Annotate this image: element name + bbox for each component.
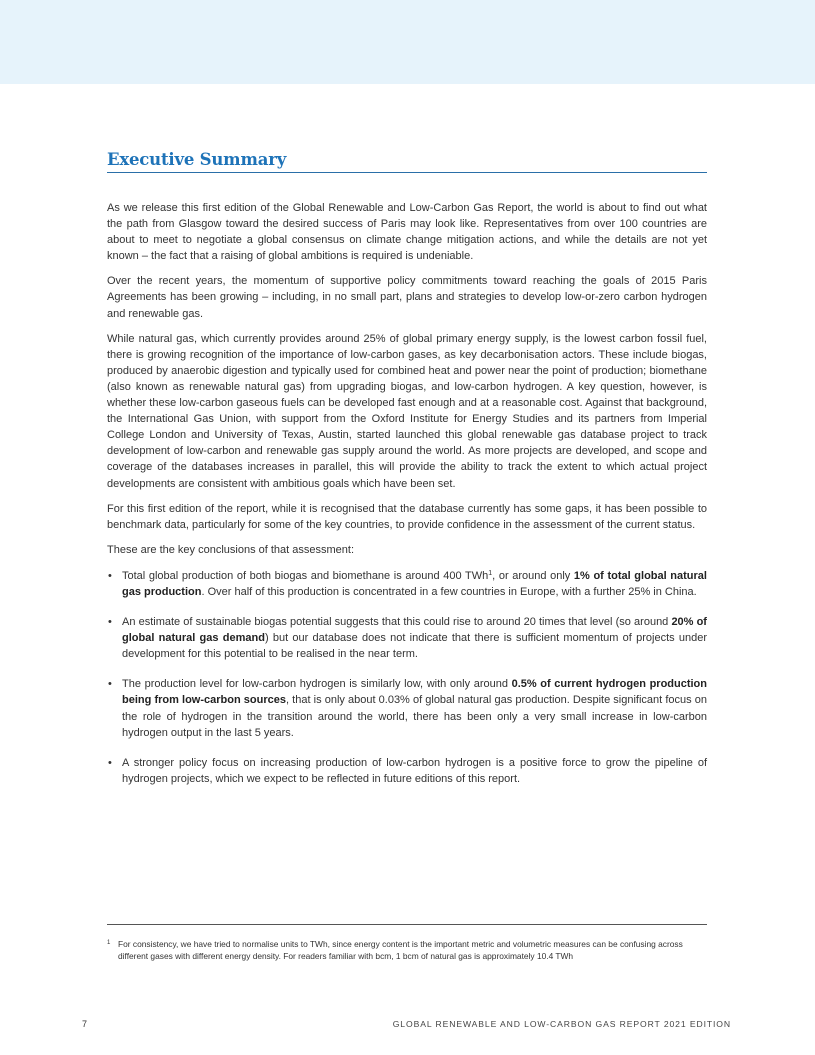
- footnote-reference[interactable]: 1: [488, 569, 493, 577]
- key-figure: 0.5% of current hydrogen production being from low-carbon sources: [122, 678, 707, 707]
- paragraph: As we release this first edition of the Global Renewable and Low-Carbon Gas Report, the world is about to find out what the path from Glasgow toward the desired success of Paris may look like. Representatives from over 100 countries are about to meet to negotiate a global consensus on climate change mitigation actions, and while the details are not yet known – the fact that a raising of global ambitions is required is undeniable.: [107, 202, 707, 263]
- key-figure: 1% of total global natural gas production: [122, 569, 707, 598]
- paragraph: Over the recent years, the momentum of supportive policy commitments toward reaching the goals of 2015 Paris Agreements has been growing – including, in no small part, plans and strategies to develop low-or-zero carbon hydrogen and renewable gas.: [107, 275, 707, 320]
- paragraph: For this first edition of the report, while it is recognised that the database currently has some gaps, it has been possible to benchmark data, particularly for some of the key countries, to provide confidence in the assessment of the current status.: [107, 502, 707, 531]
- footnote: [107, 938, 707, 963]
- footnote-divider: [107, 924, 707, 925]
- paragraph: While natural gas, which currently provides around 25% of global primary energy supply, is the lowest carbon fossil fuel, there is growing recognition of the importance of low-carbon gases, as key decarbonisation actors. These include biogas, produced by anaerobic digestion and typically used for combined heat and power near the point of production; biomethane (also known as renewable natural gas) from upgrading biogas, and low-carbon hydrogen. A key question, however, is whether these low-carbon gaseous fuels can be developed fast enough and at a reasonable cost. Against that background, the International Gas Union, with support from the Oxford Institute for Energy Studies and its partners from Imperial College London and University of Texas, Austin, started launched this global renewable gas database project to track development of low-carbon and renewable gas supply around the world. As more projects are developed, and scope and coverage of the databases increases in parallel, this will provide the ability to track the extent to which actual project developments are consistent with ambitious goals which have been set.: [107, 332, 707, 490]
- heading-underline: [107, 172, 707, 173]
- list-item: • Total global production of both biogas and biomethane is around 400 TWh$^1$, or around only 1% of total global natural gas production. Over half of this production is concentrated in a few countries in Europe, with a further 25% in China.: [108, 569, 707, 598]
- footnote-text: For consistency, we have tried to normalise units to TWh, since energy content is the important metric and volumetric measures can be confusing across different gases with different energy density. For readers familiar with bcm, 1 bcm of natural gas is approximately 10.4 TWh: [118, 939, 683, 962]
- bullet-icon: •: [108, 756, 112, 769]
- bullet-icon: •: [108, 678, 112, 691]
- list-item: • The production level for low-carbon hydrogen is similarly low, with only around 0.5% of current hydrogen production being from low-carbon sources, that is only about 0.03% of global natural gas production. Despite significant focus on the role of hydrogen in the transition around the world, there has been only a very small increase in low-carbon hydrogen output in the last 5 years.: [108, 678, 707, 739]
- list-item: • An estimate of sustainable biogas potential suggests that this could rise to around 20 times that level (so around 20% of global natural gas demand) but our database does not indicate that there is sufficient momentum of projects under development for this potential to be realised in the near term.: [108, 616, 708, 661]
- top-banner: [0, 0, 815, 84]
- paragraph: These are the key conclusions of that assessment:: [107, 543, 355, 556]
- conclusions-list: [107, 568, 707, 787]
- key-figure: 20% of global natural gas demand: [122, 616, 707, 645]
- list-item: • A stronger policy focus on increasing production of low-carbon hydrogen is a positive force to grow the pipeline of hydrogen projects, which we expect to be reflected in future editions of this report.: [108, 756, 707, 785]
- bullet-icon: •: [108, 569, 112, 582]
- running-footer-title: GLOBAL RENEWABLE AND LOW-CARBON GAS REPORT 2021 EDITION: [392, 1019, 731, 1029]
- section-heading: Executive Summary: [107, 150, 287, 169]
- body-text: [107, 200, 707, 801]
- bullet-icon: •: [108, 616, 112, 629]
- page-number: 7: [82, 1019, 88, 1029]
- footnote-mark: 1: [107, 940, 111, 946]
